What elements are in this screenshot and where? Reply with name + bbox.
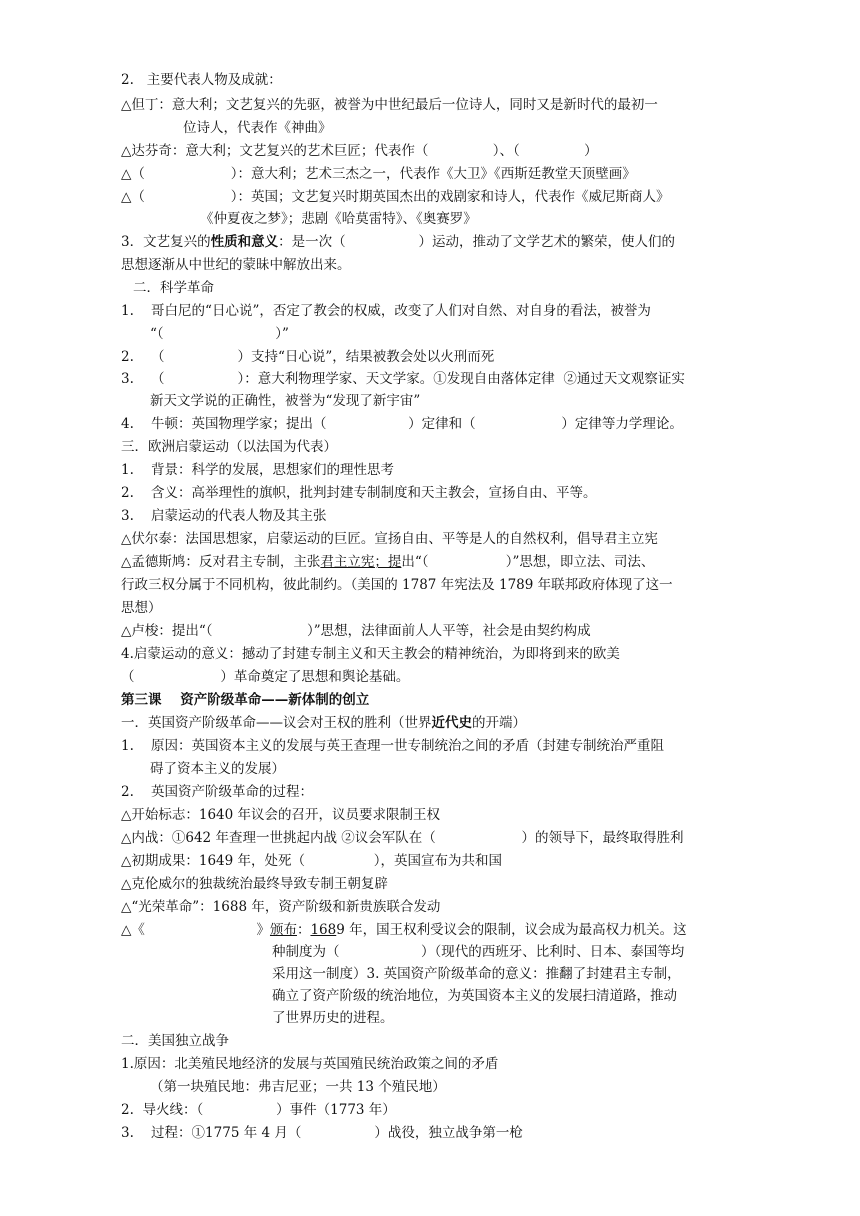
lesson-title: 第三课 资产阶级革命——新体制的创立 (121, 692, 370, 708)
text-line: △内战：①642 年查理一世挑起内战 ②议会军队在（ ）的领导下，最终取得胜利 (121, 830, 684, 846)
text-line: △（ ）：英国；文艺复兴时期英国杰出的戏剧家和诗人，代表作《威尼斯商人》 (121, 189, 670, 205)
text-line: 1. 背景：科学的发展，思想家们的理性思考 (121, 462, 395, 478)
text-line: 3．文艺复兴的性质和意义：是一次（ ）运动，推动了文学艺术的繁荣，使人们的 (121, 234, 676, 250)
text-line: 1.原因：北美殖民地经济的发展与英国殖民统治政策之间的矛盾 (121, 1056, 499, 1072)
text-line: 3. 启蒙运动的代表人物及其主张 (121, 508, 327, 524)
text-line: 3. 过程：①1775 年 4 月（ ）战役，独立战争第一枪 (121, 1125, 523, 1141)
text-line: 行政三权分属于不同机构，彼此制约。（美国的 1787 年宪法及 1789 年联邦政府体现了这一 (121, 577, 673, 593)
text-line: 碍了资本主义的发展） (150, 761, 285, 777)
text-line: 2. 英国资产阶级革命的过程： (121, 784, 314, 800)
section-heading: 二．科学革命 (133, 280, 214, 296)
text-line: “（ ）” (150, 326, 289, 342)
text-line: △开始标志：1640 年议会的召开，议员要求限制王权 (121, 807, 441, 823)
text-line: 《仲夏夜之梦》；悲剧《哈莫雷特》、《奥赛罗》 (200, 211, 477, 227)
text-line: 4.启蒙运动的意义：撼动了封建专制主义和天主教会的精神统治，为即将到来的欧美 (121, 646, 620, 662)
text-line: 2. （ ）支持“日心说”，结果被教会处以火刑而死 (121, 349, 495, 365)
underlined-text: 颁布 (269, 922, 297, 938)
section-heading: 三．欧洲启蒙运动（以法国为代表） (121, 439, 337, 455)
text-line: △达芬奇：意大利；文艺复兴的艺术巨匠；代表作（ ）、（ ） (121, 143, 598, 159)
text-line: △克伦威尔的独裁统治最终导致专制王朝复辟 (121, 876, 388, 892)
text-line: 种制度为（ ）（现代的西班牙、比利时、日本、泰国等均 (272, 944, 685, 960)
text-line: 2. 含义：高举理性的旗帜，批判封建专制制度和天主教会，宣扬自由、平等。 (121, 485, 597, 501)
section-heading: 二．美国独立战争 (121, 1033, 229, 1049)
underlined-text: 168 (310, 922, 337, 938)
text-line: 2. 导火线：（ ）事件（1773 年） (121, 1102, 396, 1118)
text-line: 思想） (121, 600, 162, 616)
emphasis-text: 近代史 (431, 715, 472, 731)
underlined-text: 君主立宪；提 (320, 554, 402, 570)
text-line: 了世界历史的进程。 (272, 1010, 394, 1026)
text-line: 位诗人，代表作《神曲》 (183, 120, 332, 136)
text-line: 1. 哥白尼的“日心说”，否定了教会的权威，改变了人们对自然、对自身的看法，被誉为 (121, 303, 651, 319)
emphasis-text: 性质和意义 (210, 234, 279, 250)
text-line: 新天文学说的正确性，被誉为“发现了新宇宙” (150, 393, 421, 409)
text-line: 确立了资产阶级的统治地位，为英国资本主义的发展扫清道路，推动 (272, 988, 677, 1004)
text-line: （第一块殖民地：弗吉尼亚；一共 13 个殖民地） (150, 1079, 446, 1095)
text-line: △孟德斯鸠：反对君主专制，主张君主立宪；提出“（ ）”思想，即立法、司法、 (121, 554, 655, 570)
text-line: 1. 原因：英国资本主义的发展与英王查理一世专制统治之间的矛盾（封建专制统治严重阻 (121, 738, 665, 754)
text-line: △“光荣革命”：1688 年，资产阶级和新贵族联合发动 (121, 899, 441, 915)
text-line: 3. （ ）：意大利物理学家、天文学家。①发现自由落体定律 ②通过天文观察证实 (121, 371, 685, 387)
text-line: （ ）革命奠定了思想和舆论基础。 (121, 669, 410, 685)
text-line: △伏尔泰：法国思想家，启蒙运动的巨匠。宣扬自由、平等是人的自然权利，倡导君主立宪 (121, 531, 658, 547)
text-line: △卢梭：提出“（ ）”思想，法律面前人人平等，社会是由契约构成 (121, 623, 591, 639)
text-line: △但丁：意大利；文艺复兴的先驱，被誉为中世纪最后一位诗人，同时又是新时代的最初一 (121, 97, 658, 113)
text-line: 采用这一制度）3. 英国资产阶级革命的意义：推翻了封建君主专制， (272, 966, 681, 982)
text-line: 2. 主要代表人物及成就： (121, 72, 282, 88)
text-line: △（ ）：意大利；艺术三杰之一，代表作《大卫》《西斯廷教堂天顶壁画》 (121, 166, 636, 182)
text-line: △初期成果：1649 年，处死（ ），英国宣布为共和国 (121, 853, 502, 869)
text-line: 思想逐渐从中世纪的蒙昧中解放出来。 (121, 257, 351, 273)
section-heading: 一．英国资产阶级革命——议会对王权的胜利（世界近代史的开端） (121, 715, 526, 731)
text-line: △《 》颁布：1689 年，国王权利受议会的限制，议会成为最高权力机关。这 (121, 922, 687, 938)
text-line: 4. 牛顿：英国物理学家；提出（ ）定律和（ ）定律等力学理论。 (121, 416, 683, 432)
